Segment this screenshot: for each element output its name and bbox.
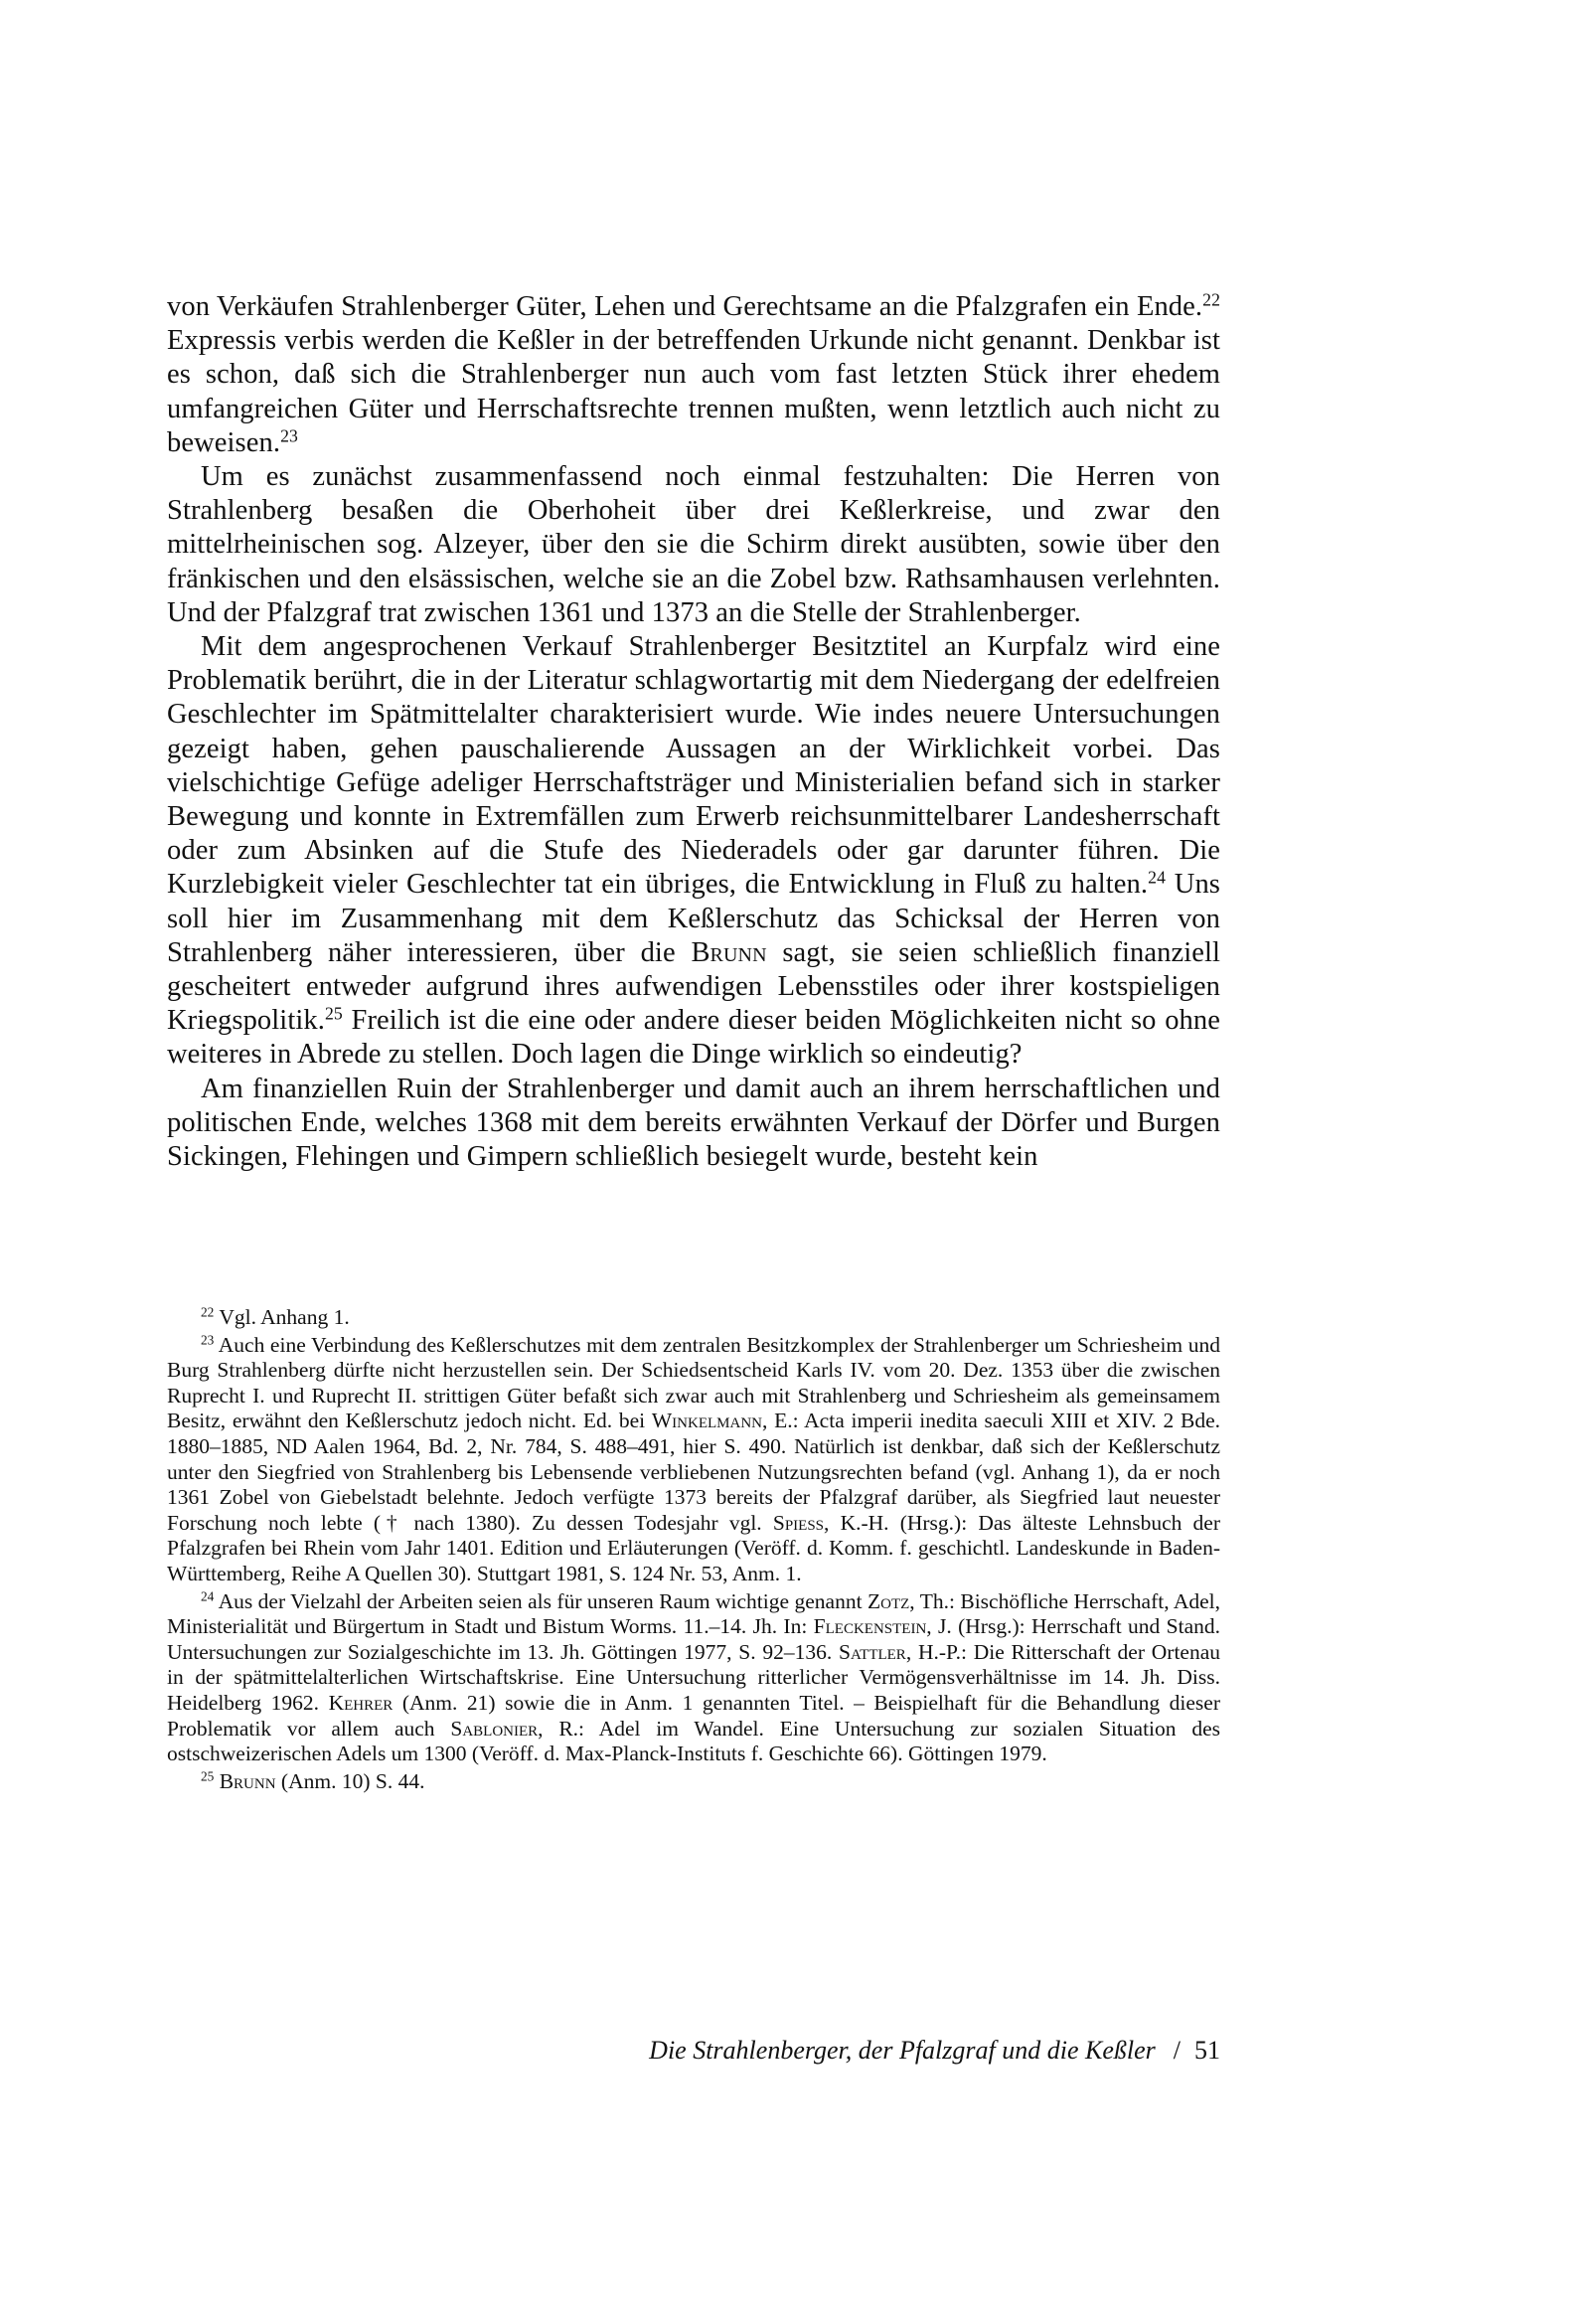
footnote [167,1305,1220,1331]
paragraph [167,290,1220,460]
text-run: Uns soll hier im Zusammenhang mit dem Keßlerschutz das Schicksal der Herren von Strahlenberg näher interessieren, über die [167,869,1220,968]
footnote-marker: 24 [201,1588,215,1604]
text-run: Am finanziellen Ruin der Strahlenberger und damit auch an ihrem herrschaftlichen und politischen Ende, welches 1368 mit dem bereits erwähnten Verkauf der Dörfer und Burgen Sickingen, Flehingen und Gimpern schließlich besiegelt wurde, besteht kein [167,1073,1220,1173]
text-run: (Anm. 21) sowie die in Anm. 1 genannten Titel. – Beispielhaft für die Behandlung dieser Problematik vor allem auch [167,1690,1221,1741]
footnote-marker: 23 [201,1332,215,1348]
text-run: von Verkäufen Strahlenberger Güter, Lehen und Gerechtsame an die Pfalzgrafen ein Ende. [167,291,1203,322]
text-run: , H.-P.: Die Ritterschaft der Ortenau in der spätmittelalterlichen Wirtschaftskrise. Eine Untersuchung ritterlicher Vermögensverhältnisse im 14. Jh. Diss. Heidelberg 1962. [167,1639,1221,1715]
author-name: Spiess [772,1510,825,1535]
author-name: Fleckenstein [813,1614,927,1639]
main-text-block [167,290,1220,1174]
footnotes-block [167,1305,1220,1794]
text-run: Freilich ist die eine oder andere dieser beiden Möglichkeiten nicht so ohne weiteres in Abrede zu stellen. Doch lagen die Dinge wirklich so eindeutig? [167,1005,1220,1071]
author-name: Sattler [839,1639,906,1664]
text-run: , Th.: Bischöfliche Herrschaft, Adel, Ministerialität und Bürgertum in Stadt und Bistum Worms. 11.–14. Jh. In: [167,1588,1220,1639]
text-run: sagt, sie seien schließlich finanziell gescheitert entweder aufgrund ihres aufwendigen Lebensstiles oder ihrer kostspieligen Kriegspolitik. [167,936,1220,1037]
paragraph [167,1073,1220,1175]
footnote [167,1333,1220,1587]
author-name: Winkelmann [651,1409,763,1433]
author-name: Zotz [867,1588,910,1613]
footer-separator: / [1173,2036,1181,2065]
footnote-marker: 25 [324,1003,343,1024]
text-run: Aus der Vielzahl der Arbeiten seien als für unseren Raum wichtige genannt [214,1588,867,1613]
paragraph [167,460,1220,630]
text-run: , J. (Hrsg.): Herrschaft und Stand. Untersuchungen zur Sozialgeschichte im 13. Jh. Göttingen 1977, S. 92–136. [167,1614,1220,1664]
author-name: Brunn [691,936,767,968]
text-run: Vgl. Anhang 1. [214,1305,350,1329]
footnote-marker: 23 [280,425,298,446]
running-title: Die Strahlenberger, der Pfalzgraf und die Keßler [649,2036,1156,2065]
running-footer [616,2036,1220,2066]
text-run: Um es zunächst zusammenfassend noch einmal festzuhalten: Die Herren von Strahlenberg besaßen die Oberhoheit über drei Keßlerkreise, und zwar den mittelrheinischen sog. Alzeyer, über den sie die Schirm direkt ausübten, sowie über den fränkischen und den elsässischen, welche sie an die Zobel bzw. Rathsamhausen verlehnten. Und der Pfalzgraf trat zwischen 1361 und 1373 an die Stelle der Strahlenberger. [167,461,1220,628]
text-run: Expressis verbis werden die Keßler in der betreffenden Urkunde nicht genannt. Denkbar ist es schon, daß sich die Strahlenberger nun auch vom fast letzten Stück ihrer ehedem umfangreichen Güter und Herrschaftsrechte trennen mußten, wenn letztlich auch nicht zu beweisen. [167,325,1220,458]
author-name: Sablonier [450,1716,539,1741]
paragraph [167,630,1220,1073]
text-run: , R.: Adel im Wandel. Eine Untersuchung zur sozialen Situation des ostschweizerischen Adels um 1300 (Veröff. d. Max-Planck-Instituts f. Geschichte 66). Göttingen 1979. [167,1716,1220,1766]
footnote-marker: 25 [201,1768,215,1784]
text-run: , E.: Acta imperii inedita saeculi XIII et XIV. 2 Bde. 1880–1885, ND Aalen 1964, Bd. 2, Nr. 784, S. 488–491, hier S. 490. Natürlich ist denkbar, daß sich der Keßlerschutz unter den Siegfried von Strahlenberg bis Lebensende verbliebenen Nutzungsrechten befand (vgl. Anhang 1), da er noch 1361 Zobel von Giebelstadt belehnte. Jedoch verfügte 1373 bereits der Pfalzgraf darüber, als Siegfried laut neuester Forschung noch lebte († nach 1380). Zu dessen Todesjahr vgl. [167,1409,1220,1535]
text-run: Auch eine Verbindung des Keßlerschutzes mit dem zentralen Besitzkomplex der Strahlenberger um Schriesheim und Burg Strahlenberg dürfte nicht herzustellen sein. Der Schiedsentscheid Karls IV. vom 20. Dez. 1353 über die zwischen Ruprecht I. und Ruprecht II. strittigen Güter befaßt sich zwar auch mit Strahlenberg und Schriesheim als gemeinsamem Besitz, erwähnt den Keßlerschutz jedoch nicht. Ed. bei [167,1332,1220,1433]
footnote-marker: 24 [1148,867,1166,888]
footnote-marker: 22 [201,1304,215,1320]
text-run: Mit dem angesprochenen Verkauf Strahlenberger Besitztitel an Kurpfalz wird eine Problematik berührt, die in der Literatur schlagwortartig mit dem Niedergang der edelfreien Geschlechter im Spätmittelalter charakterisiert wurde. Wie indes neuere Untersuchungen gezeigt haben, gehen pauschalierende Aussagen an der Wirklichkeit vorbei. Das vielschichtige Gefüge adeliger Herrschaftsträger und Ministerialien befand sich in starker Bewegung und konnte in Extremfällen zum Erwerb reichsunmittelbarer Landesherrschaft oder zum Absinken auf die Stufe des Niederadels oder gar darunter führen. Die Kurzlebigkeit vieler Geschlechter tat ein übriges, die Entwicklung in Fluß zu halten. [167,631,1220,901]
author-name: Brunn [219,1768,276,1793]
author-name: Kehrer [328,1690,394,1715]
footnote [167,1769,1220,1795]
text-run: , K.-H. (Hrsg.): Das älteste Lehnsbuch der Pfalzgrafen bei Rhein vom Jahr 1401. Edition und Erläuterungen (Veröff. d. Komm. f. geschichtl. Landeskunde in Baden-Württemberg, Reihe A Quellen 30). Stuttgart 1981, S. 124 Nr. 53, Anm. 1. [167,1510,1221,1585]
footnote-marker: 22 [1202,289,1220,310]
footnote [167,1589,1220,1767]
text-run: (Anm. 10) S. 44. [275,1768,425,1793]
page-number: 51 [1194,2036,1220,2065]
